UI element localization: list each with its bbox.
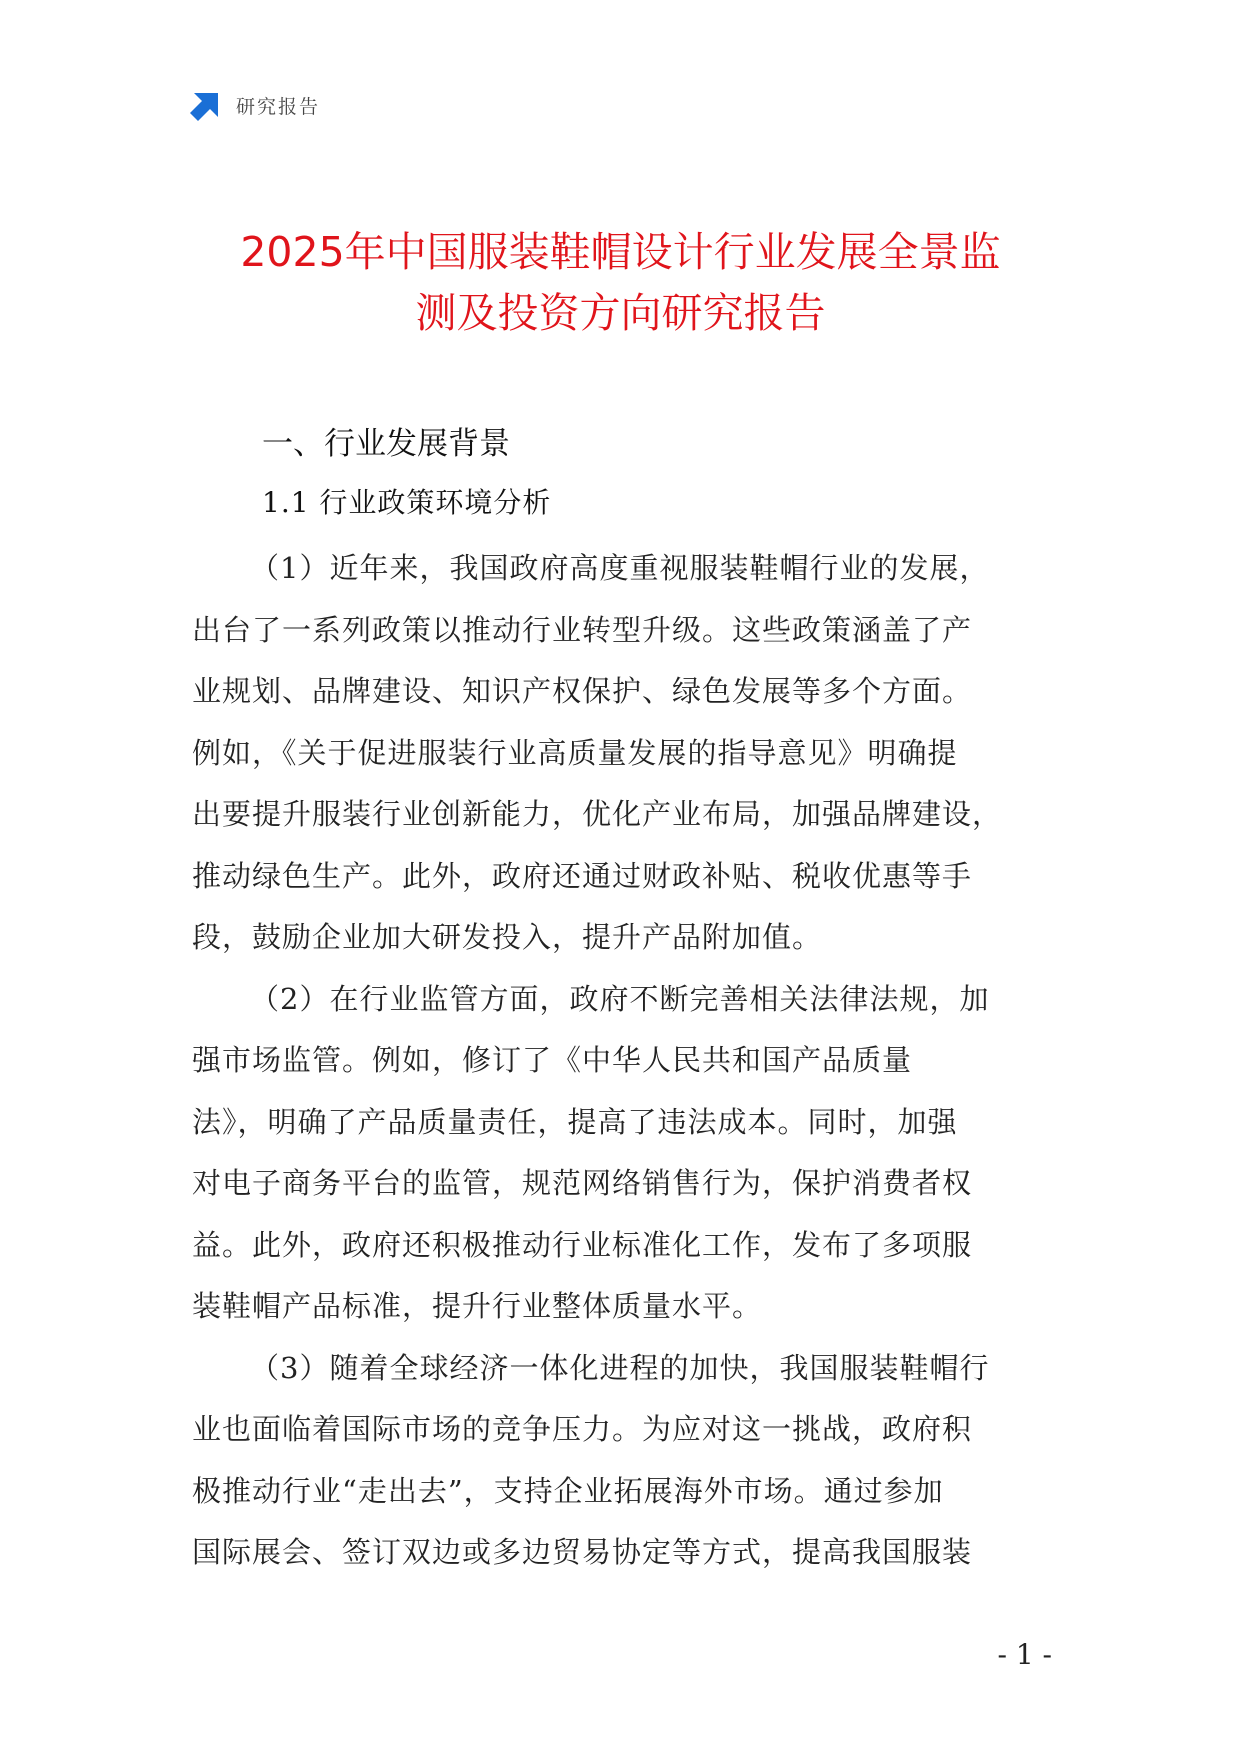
subsection-heading: 1.1 行业政策环境分析 <box>262 486 552 519</box>
paragraph-line: 益。此外，政府还积极推动行业标准化工作，发布了多项服 <box>192 1227 973 1262</box>
paragraph-line: （2）在行业监管方面，政府不断完善相关法律法规，加 <box>250 981 990 1016</box>
paragraph-line: 业也面临着国际市场的竞争压力。为应对这一挑战，政府积 <box>192 1412 973 1446</box>
paragraph-line: （3）随着全球经济一体化进程的加快，我国服装鞋帽行 <box>250 1350 990 1385</box>
paragraph-line: 国际展会、签订双边或多边贸易协定等方式，提高我国服装 <box>192 1535 973 1569</box>
arrow-up-right-icon <box>190 89 222 121</box>
paragraph-line: 对电子商务平台的监管，规范网络销售行为，保护消费者权 <box>192 1166 973 1200</box>
title-line-2: 测及投资方向研究报告 <box>415 289 826 337</box>
document-header <box>190 88 320 122</box>
paragraph-line: （1）近年来，我国政府高度重视服装鞋帽行业的发展， <box>250 551 990 585</box>
page-number: - 1 - <box>997 1638 1052 1671</box>
section-heading: 一、行业发展背景 <box>262 426 510 462</box>
paragraph-line: 极推动行业“走出去”，支持企业拓展海外市场。通过参加 <box>192 1473 944 1508</box>
document-title <box>150 222 1091 344</box>
paragraph-2 <box>192 969 1050 1338</box>
paragraph-line: 强市场监管。例如，修订了《中华人民共和国产品质量 <box>192 1043 913 1077</box>
paragraph-line: 装鞋帽产品标准，提升行业整体质量水平。 <box>192 1289 763 1323</box>
paragraph-line: 法》，明确了产品质量责任，提高了违法成本。同时，加强 <box>192 1104 958 1139</box>
paragraph-1 <box>192 538 1050 969</box>
paragraph-line: 例如，《关于促进服装行业高质量发展的指导意见》明确提 <box>192 735 958 770</box>
paragraph-line: 出要提升服装行业创新能力，优化产业布局，加强品牌建设， <box>192 797 1003 831</box>
paragraph-line: 段，鼓励企业加大研发投入，提升产品附加值。 <box>192 920 823 954</box>
paragraph-line: 业规划、品牌建设、知识产权保护、绿色发展等多个方面。 <box>192 674 973 708</box>
header-label: 研究报告 <box>236 95 321 118</box>
paragraph-line: 出台了一系列政策以推动行业转型升级。这些政策涵盖了产 <box>192 612 973 647</box>
paragraph-3 <box>192 1338 1050 1584</box>
title-line-1: 2025年中国服装鞋帽设计行业发展全景监 <box>240 228 1001 276</box>
body-text <box>192 538 1050 1584</box>
paragraph-line: 推动绿色生产。此外，政府还通过财政补贴、税收优惠等手 <box>192 858 973 893</box>
